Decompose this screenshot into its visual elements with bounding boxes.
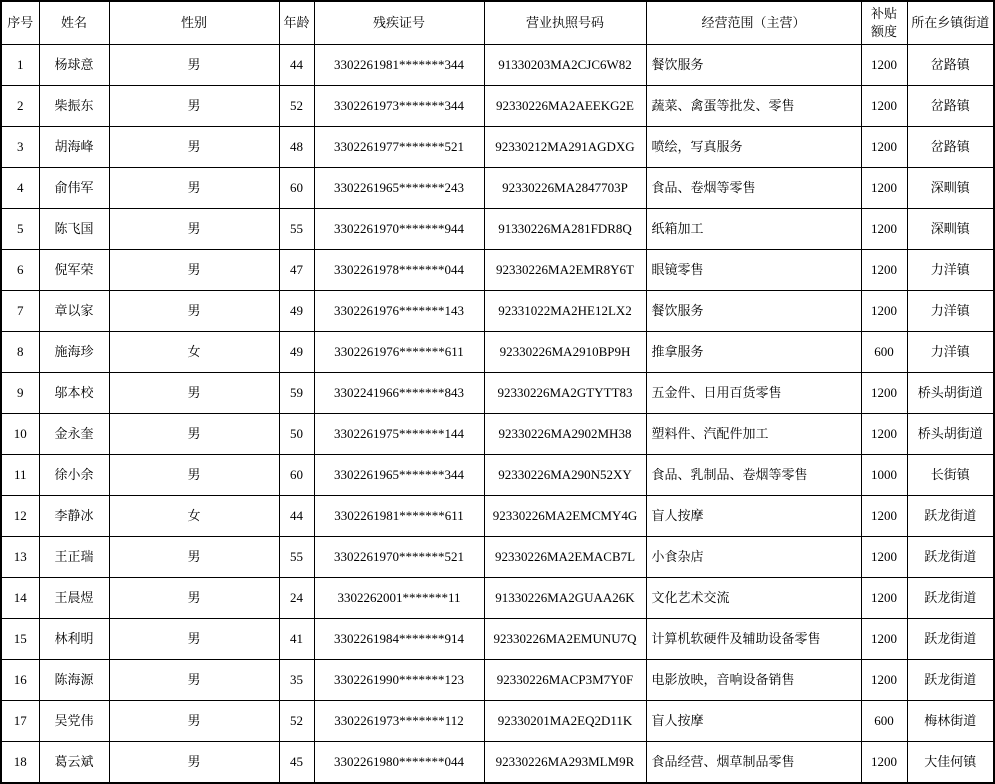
- cell-scope: 眼镜零售: [646, 250, 861, 291]
- cell-gender: 男: [109, 45, 279, 86]
- cell-scope: 餐饮服务: [646, 291, 861, 332]
- cell-scope: 塑料件、汽配件加工: [646, 414, 861, 455]
- cell-gender: 男: [109, 660, 279, 701]
- cell-no: 7: [1, 291, 39, 332]
- cell-cert: 3302261984*******914: [314, 619, 484, 660]
- table-row: [1, 373, 994, 414]
- cell-name: 章以家: [39, 291, 109, 332]
- table-row: [1, 332, 994, 373]
- cell-license: 92330226MA2EMCMY4G: [484, 496, 646, 537]
- cell-license: 92330201MA2EQ2D11K: [484, 701, 646, 742]
- cell-license: 92330226MA2847703P: [484, 168, 646, 209]
- cell-subsidy: 1200: [861, 127, 907, 168]
- table-row: [1, 496, 994, 537]
- table-row: [1, 291, 994, 332]
- column-header-town: 所在乡镇街道: [907, 1, 994, 45]
- cell-no: 11: [1, 455, 39, 496]
- cell-gender: 男: [109, 742, 279, 784]
- cell-age: 49: [279, 291, 314, 332]
- cell-age: 55: [279, 537, 314, 578]
- cell-name: 邬本校: [39, 373, 109, 414]
- cell-age: 48: [279, 127, 314, 168]
- cell-no: 12: [1, 496, 39, 537]
- cell-gender: 男: [109, 209, 279, 250]
- cell-town: 长街镇: [907, 455, 994, 496]
- cell-license: 92330226MA2AEEKG2E: [484, 86, 646, 127]
- column-header-gender: 性别: [109, 1, 279, 45]
- cell-town: 跃龙街道: [907, 578, 994, 619]
- cell-scope: 小食杂店: [646, 537, 861, 578]
- cell-license: 92331022MA2HE12LX2: [484, 291, 646, 332]
- cell-subsidy: 1200: [861, 291, 907, 332]
- table-row: [1, 537, 994, 578]
- cell-cert: 3302261981*******344: [314, 45, 484, 86]
- cell-cert: 3302261970*******521: [314, 537, 484, 578]
- cell-scope: 电影放映，音响设备销售: [646, 660, 861, 701]
- cell-license: 92330226MA290N52XY: [484, 455, 646, 496]
- cell-scope: 盲人按摩: [646, 701, 861, 742]
- cell-subsidy: 1200: [861, 414, 907, 455]
- header-row: [1, 1, 994, 45]
- cell-no: 8: [1, 332, 39, 373]
- cell-age: 60: [279, 168, 314, 209]
- cell-gender: 男: [109, 578, 279, 619]
- cell-town: 梅林街道: [907, 701, 994, 742]
- column-header-subsidy: 补贴额度: [861, 1, 907, 45]
- cell-no: 10: [1, 414, 39, 455]
- cell-gender: 女: [109, 496, 279, 537]
- table-row: [1, 127, 994, 168]
- cell-no: 15: [1, 619, 39, 660]
- cell-name: 葛云斌: [39, 742, 109, 784]
- cell-town: 桥头胡街道: [907, 414, 994, 455]
- cell-town: 力洋镇: [907, 332, 994, 373]
- cell-scope: 食品、卷烟等零售: [646, 168, 861, 209]
- table-row: [1, 45, 994, 86]
- cell-name: 俞伟军: [39, 168, 109, 209]
- cell-gender: 男: [109, 619, 279, 660]
- cell-no: 6: [1, 250, 39, 291]
- table-row: [1, 209, 994, 250]
- cell-no: 5: [1, 209, 39, 250]
- cell-cert: 3302261965*******243: [314, 168, 484, 209]
- cell-subsidy: 1200: [861, 45, 907, 86]
- column-header-age: 年龄: [279, 1, 314, 45]
- cell-subsidy: 1200: [861, 537, 907, 578]
- cell-name: 吴党伟: [39, 701, 109, 742]
- cell-gender: 男: [109, 537, 279, 578]
- cell-town: 跃龙街道: [907, 619, 994, 660]
- cell-license: 92330226MA2EMUNU7Q: [484, 619, 646, 660]
- cell-age: 59: [279, 373, 314, 414]
- cell-cert: 3302261973*******344: [314, 86, 484, 127]
- table-body: [1, 45, 994, 784]
- cell-town: 跃龙街道: [907, 660, 994, 701]
- cell-license: 92330226MA2EMACB7L: [484, 537, 646, 578]
- cell-town: 桥头胡街道: [907, 373, 994, 414]
- cell-cert: 3302261970*******944: [314, 209, 484, 250]
- cell-cert: 3302241966*******843: [314, 373, 484, 414]
- cell-name: 王晨煜: [39, 578, 109, 619]
- cell-gender: 男: [109, 373, 279, 414]
- table-row: [1, 168, 994, 209]
- cell-subsidy: 1200: [861, 496, 907, 537]
- cell-subsidy: 1200: [861, 578, 907, 619]
- cell-town: 大佳何镇: [907, 742, 994, 784]
- cell-scope: 计算机软硬件及辅助设备零售: [646, 619, 861, 660]
- table-header: [1, 1, 994, 45]
- cell-scope: 食品经营、烟草制品零售: [646, 742, 861, 784]
- cell-town: 力洋镇: [907, 291, 994, 332]
- cell-license: 92330226MA2EMR8Y6T: [484, 250, 646, 291]
- cell-name: 林利明: [39, 619, 109, 660]
- cell-age: 44: [279, 45, 314, 86]
- table-row: [1, 660, 994, 701]
- cell-town: 深甽镇: [907, 209, 994, 250]
- cell-scope: 纸箱加工: [646, 209, 861, 250]
- cell-name: 徐小余: [39, 455, 109, 496]
- cell-name: 陈海源: [39, 660, 109, 701]
- cell-scope: 喷绘，写真服务: [646, 127, 861, 168]
- cell-gender: 男: [109, 414, 279, 455]
- cell-subsidy: 600: [861, 332, 907, 373]
- cell-scope: 推拿服务: [646, 332, 861, 373]
- cell-no: 14: [1, 578, 39, 619]
- table-row: [1, 701, 994, 742]
- table-row: [1, 619, 994, 660]
- cell-subsidy: 1200: [861, 742, 907, 784]
- cell-age: 52: [279, 701, 314, 742]
- cell-gender: 男: [109, 291, 279, 332]
- cell-license: 92330226MA2902MH38: [484, 414, 646, 455]
- column-header-name: 姓名: [39, 1, 109, 45]
- cell-gender: 男: [109, 127, 279, 168]
- cell-age: 60: [279, 455, 314, 496]
- cell-town: 深甽镇: [907, 168, 994, 209]
- cell-license: 91330226MA281FDR8Q: [484, 209, 646, 250]
- cell-cert: 3302261981*******611: [314, 496, 484, 537]
- cell-cert: 3302261973*******112: [314, 701, 484, 742]
- cell-cert: 3302262001*******11: [314, 578, 484, 619]
- cell-no: 4: [1, 168, 39, 209]
- cell-age: 50: [279, 414, 314, 455]
- column-header-scope: 经营范围（主营）: [646, 1, 861, 45]
- cell-no: 9: [1, 373, 39, 414]
- cell-subsidy: 1200: [861, 209, 907, 250]
- cell-town: 岔路镇: [907, 86, 994, 127]
- cell-scope: 盲人按摩: [646, 496, 861, 537]
- cell-age: 24: [279, 578, 314, 619]
- cell-name: 杨球意: [39, 45, 109, 86]
- cell-license: 92330226MA2GTYTT83: [484, 373, 646, 414]
- cell-age: 55: [279, 209, 314, 250]
- column-header-license: 营业执照号码: [484, 1, 646, 45]
- cell-cert: 3302261976*******611: [314, 332, 484, 373]
- cell-no: 13: [1, 537, 39, 578]
- cell-license: 91330203MA2CJC6W82: [484, 45, 646, 86]
- cell-gender: 男: [109, 250, 279, 291]
- cell-cert: 3302261978*******044: [314, 250, 484, 291]
- cell-age: 41: [279, 619, 314, 660]
- column-header-cert: 残疾证号: [314, 1, 484, 45]
- cell-age: 52: [279, 86, 314, 127]
- cell-cert: 3302261977*******521: [314, 127, 484, 168]
- cell-age: 44: [279, 496, 314, 537]
- cell-gender: 男: [109, 86, 279, 127]
- cell-subsidy: 1200: [861, 660, 907, 701]
- cell-town: 跃龙街道: [907, 537, 994, 578]
- table-row: [1, 742, 994, 784]
- cell-gender: 男: [109, 455, 279, 496]
- cell-town: 岔路镇: [907, 127, 994, 168]
- cell-no: 2: [1, 86, 39, 127]
- cell-no: 17: [1, 701, 39, 742]
- cell-cert: 3302261975*******144: [314, 414, 484, 455]
- cell-cert: 3302261990*******123: [314, 660, 484, 701]
- cell-scope: 蔬菜、禽蛋等批发、零售: [646, 86, 861, 127]
- cell-age: 49: [279, 332, 314, 373]
- cell-cert: 3302261980*******044: [314, 742, 484, 784]
- cell-gender: 男: [109, 168, 279, 209]
- cell-subsidy: 600: [861, 701, 907, 742]
- cell-license: 92330226MA293MLM9R: [484, 742, 646, 784]
- cell-cert: 3302261965*******344: [314, 455, 484, 496]
- cell-scope: 食品、乳制品、卷烟等零售: [646, 455, 861, 496]
- cell-gender: 女: [109, 332, 279, 373]
- cell-name: 李静冰: [39, 496, 109, 537]
- table-row: [1, 578, 994, 619]
- cell-name: 胡海峰: [39, 127, 109, 168]
- cell-scope: 餐饮服务: [646, 45, 861, 86]
- cell-license: 91330226MA2GUAA26K: [484, 578, 646, 619]
- cell-name: 金永奎: [39, 414, 109, 455]
- cell-age: 35: [279, 660, 314, 701]
- cell-subsidy: 1200: [861, 250, 907, 291]
- cell-age: 45: [279, 742, 314, 784]
- cell-scope: 文化艺术交流: [646, 578, 861, 619]
- cell-license: 92330226MACP3M7Y0F: [484, 660, 646, 701]
- table-row: [1, 250, 994, 291]
- cell-name: 陈飞国: [39, 209, 109, 250]
- cell-scope: 五金件、日用百货零售: [646, 373, 861, 414]
- cell-no: 1: [1, 45, 39, 86]
- cell-name: 柴振东: [39, 86, 109, 127]
- cell-cert: 3302261976*******143: [314, 291, 484, 332]
- cell-subsidy: 1200: [861, 168, 907, 209]
- cell-name: 施海珍: [39, 332, 109, 373]
- column-header-no: 序号: [1, 1, 39, 45]
- cell-town: 跃龙街道: [907, 496, 994, 537]
- cell-age: 47: [279, 250, 314, 291]
- table-row: [1, 86, 994, 127]
- table-row: [1, 455, 994, 496]
- cell-no: 3: [1, 127, 39, 168]
- cell-subsidy: 1200: [861, 373, 907, 414]
- cell-license: 92330226MA2910BP9H: [484, 332, 646, 373]
- cell-no: 18: [1, 742, 39, 784]
- cell-subsidy: 1200: [861, 86, 907, 127]
- cell-subsidy: 1000: [861, 455, 907, 496]
- table-row: [1, 414, 994, 455]
- cell-town: 岔路镇: [907, 45, 994, 86]
- cell-town: 力洋镇: [907, 250, 994, 291]
- cell-no: 16: [1, 660, 39, 701]
- cell-license: 92330212MA291AGDXG: [484, 127, 646, 168]
- cell-subsidy: 1200: [861, 619, 907, 660]
- cell-name: 王正瑞: [39, 537, 109, 578]
- cell-name: 倪军荣: [39, 250, 109, 291]
- cell-gender: 男: [109, 701, 279, 742]
